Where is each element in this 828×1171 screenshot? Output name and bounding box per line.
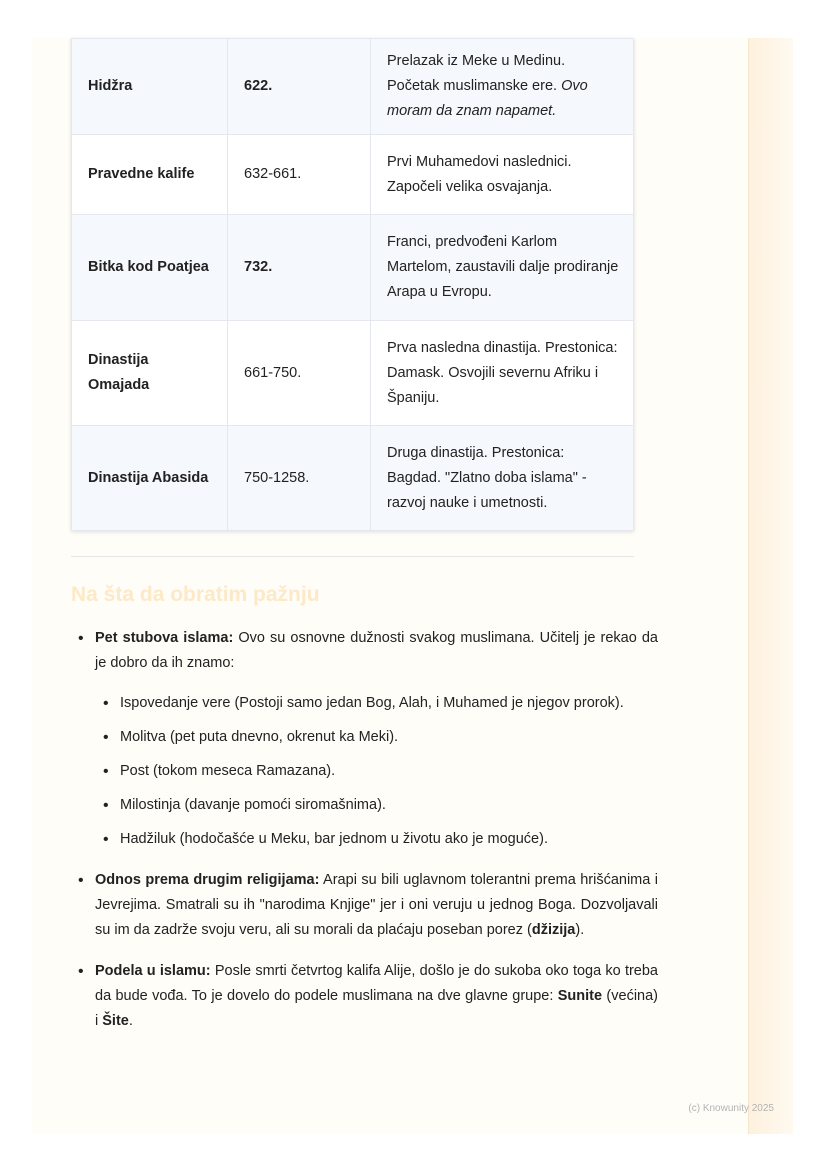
year-cell: 622. [228,39,371,135]
list-item [95,626,658,852]
table-row [72,426,634,531]
year-cell: 661-750. [228,321,371,426]
term-cell: Dinastija Omajada [72,321,228,426]
sublist-item: • Molitva (pet puta dnevno, okrenut ka Meki). [120,725,658,750]
item-text: Arapi su bili uglavnom tolerantni prema hrišćanima i Jevrejima. Smatrali su ih "narodima Knjige" jer i oni veruju u jednog Boga. Dozvoljavali su im da zadrže svoju veru, ali su morali da plaćaju poseban porez ( [95,872,658,938]
table-row [72,39,634,135]
sublist-item: • Post (tokom meseca Ramazana). [120,759,658,784]
item-heading: Pet stubova islama: [95,630,234,646]
sublist-item: • Ispovedanje vere (Postoji samo jedan Bog, Alah, i Muhamed je njegov prorok). [120,691,658,716]
year-cell: 750-1258. [228,426,371,531]
item-term: džizija [531,922,576,938]
pillars-sublist [95,691,658,852]
item-text: ). [575,922,585,938]
copyright-footer: (c) Knowunity 2025 [688,1103,774,1114]
item-heading: Odnos prema drugim religijama: [95,872,320,888]
description-note: Ovo moram da znam napamet. [387,78,588,119]
notes-list [71,626,658,1050]
page-edge-strip [748,38,793,1134]
term-cell: Pravedne kalife [72,135,228,215]
description-cell: Druga dinastija. Prestonica: Bagdad. "Zlatno doba islama" - razvoj nauke i umetnosti. [371,426,634,531]
item-term: Sunite [557,988,603,1004]
year-cell: 732. [228,215,371,321]
table-row [72,215,634,321]
list-item [95,959,658,1034]
item-term: Šite [102,1013,129,1029]
description-cell [371,39,634,135]
description-cell: Prvi Muhamedovi naslednici. Započeli velika osvajanja. [371,135,634,215]
sublist-item: • Milostinja (davanje pomoći siromašnima). [120,793,658,818]
sublist-item: • Hadžiluk (hodočašće u Meku, bar jednom u životu ako je moguće). [120,827,658,852]
item-text: Posle smrti četvrtog kalifa Alije, došlo je do sukoba oko toga ko treba da bude vođa. To je dovelo do podele muslimana na dve glavne grupe: [95,963,658,1004]
item-heading: Podela u islamu: [95,963,211,979]
item-text: (većina) i [95,988,658,1029]
description-cell: Franci, predvođeni Karlom Martelom, zaustavili dalje prodiranje Arapa u Evropu. [371,215,634,321]
term-cell: Dinastija Abasida [72,426,228,531]
history-table [71,38,634,531]
table-row [72,321,634,426]
term-cell: Hidžra [72,39,228,135]
description-cell: Prva nasledna dinastija. Prestonica: Damask. Osvojili severnu Afriku i Španiju. [371,321,634,426]
description-text: Prelazak iz Meke u Medinu. Početak muslimanske ere. [387,53,566,94]
term-cell: Bitka kod Poatjea [72,215,228,321]
section-divider [71,556,634,557]
item-text: Ovo su osnovne dužnosti svakog muslimana. Učitelj je rekao da je dobro da ih znamo: [95,630,658,671]
item-text: . [128,1013,133,1029]
section-title: Na šta da obratim pažnju [71,583,320,606]
list-item [95,868,658,943]
year-cell: 632-661. [228,135,371,215]
table-row [72,135,634,215]
